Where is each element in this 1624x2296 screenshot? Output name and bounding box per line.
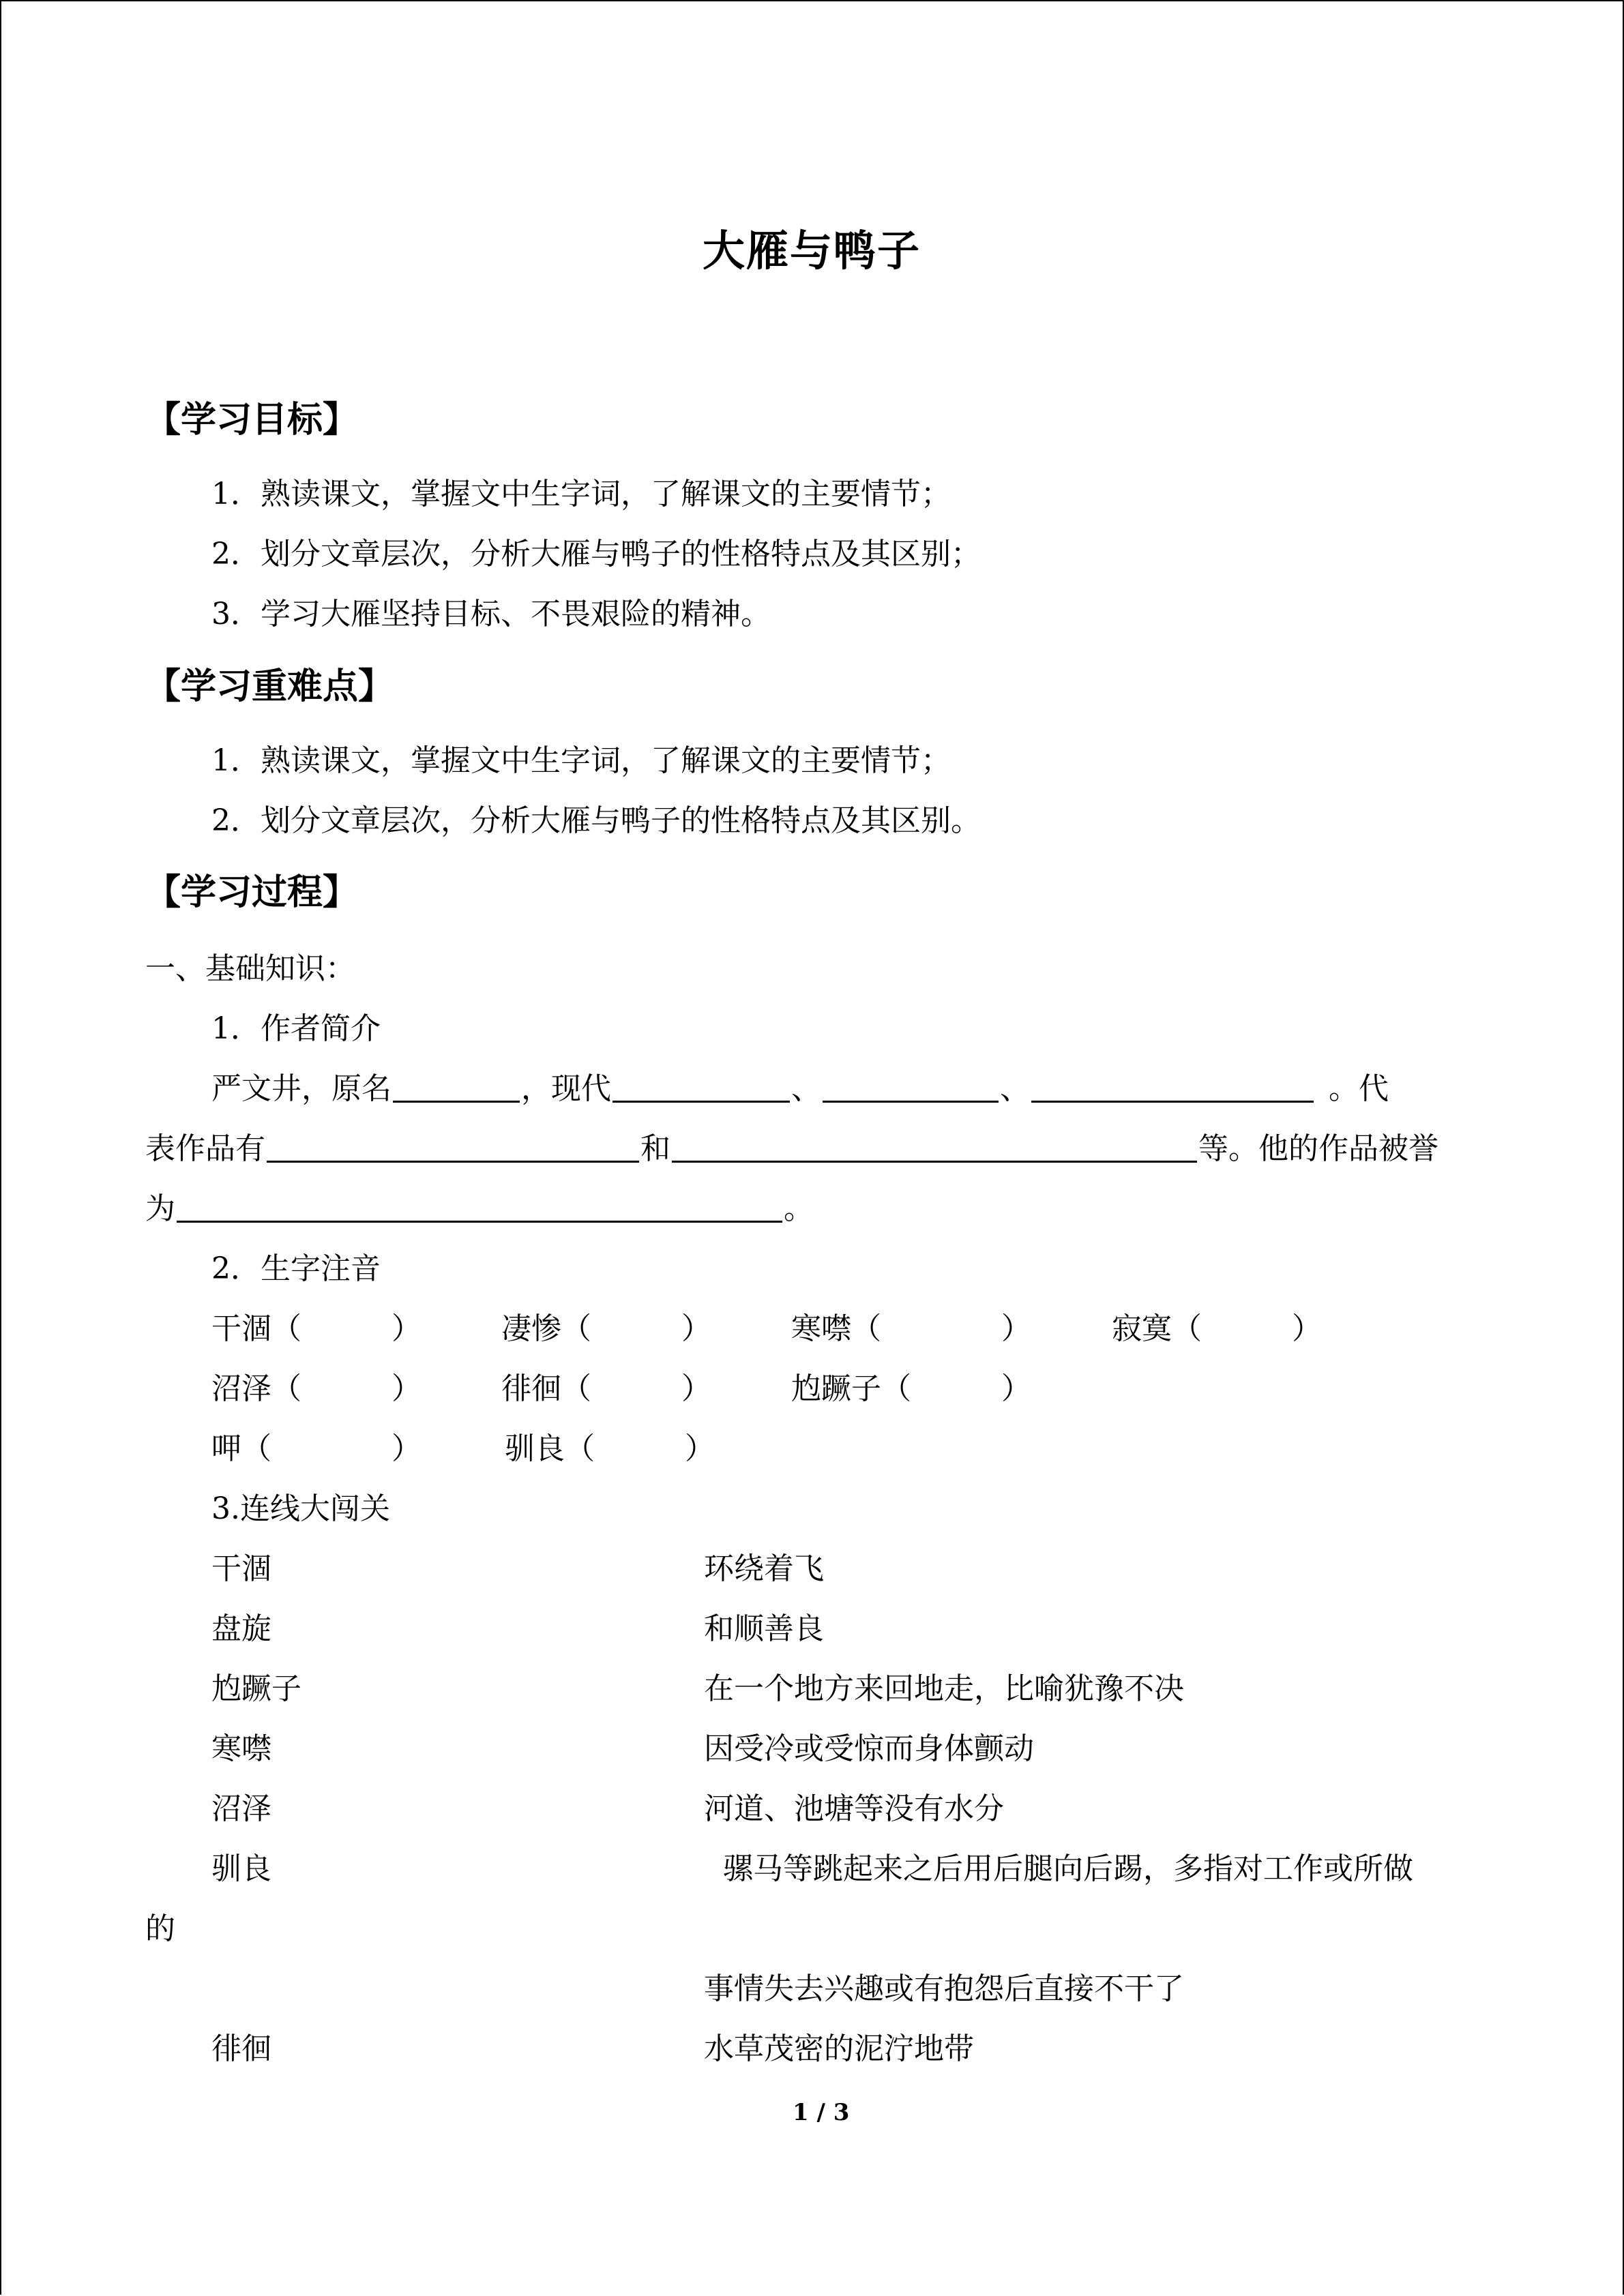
match-definition[interactable]: 环绕着飞 bbox=[704, 1551, 824, 1586]
goal-item: 3．学习大雁坚持目标、不畏艰险的精神。 bbox=[211, 597, 771, 631]
match-definition-wrap: 的 bbox=[145, 1911, 175, 1946]
author-text: 和 bbox=[640, 1131, 670, 1166]
works-blank-2[interactable] bbox=[672, 1131, 1197, 1163]
page-number: 1 / 3 bbox=[793, 2099, 850, 2126]
key-point-item: 2．划分文章层次，分析大雁与鸭子的性格特点及其区别。 bbox=[211, 803, 981, 838]
pinyin-item: 沼泽（ ） bbox=[211, 1371, 422, 1406]
goal-item: 2．划分文章层次，分析大雁与鸭子的性格特点及其区别； bbox=[211, 537, 981, 571]
match-term[interactable]: 驯良 bbox=[211, 1851, 271, 1886]
author-line-2 bbox=[145, 1131, 1438, 1167]
author-line-3 bbox=[145, 1191, 814, 1227]
pinyin-item: 寂寞（ ） bbox=[1112, 1311, 1322, 1346]
goals-heading: 【学习目标】 bbox=[145, 400, 359, 441]
key-points-heading: 【学习重难点】 bbox=[145, 666, 394, 707]
author-text: 表作品有 bbox=[145, 1131, 265, 1166]
pinyin-item: 干涸（ ） bbox=[211, 1311, 422, 1346]
author-text: 等。他的作品被誉 bbox=[1198, 1131, 1438, 1166]
pinyin-item: 呷（ ） bbox=[211, 1431, 422, 1466]
profession-blank-3[interactable] bbox=[1031, 1071, 1314, 1103]
goal-item: 1．熟读课文，掌握文中生字词，了解课文的主要情节； bbox=[211, 477, 951, 511]
author-text: 。 bbox=[784, 1191, 814, 1226]
match-definition[interactable]: 在一个地方来回地走，比喻犹豫不决 bbox=[704, 1671, 1184, 1706]
author-text: 严文井，原名 bbox=[211, 1071, 392, 1106]
match-term[interactable]: 徘徊 bbox=[211, 2031, 271, 2066]
pinyin-item: 凄惨（ ） bbox=[501, 1311, 711, 1346]
match-term[interactable]: 干涸 bbox=[211, 1551, 271, 1586]
author-text: 、 bbox=[791, 1071, 821, 1106]
match-term[interactable]: 盘旋 bbox=[211, 1611, 271, 1646]
profession-blank-1[interactable] bbox=[612, 1071, 790, 1103]
pinyin-item: 寒噤（ ） bbox=[791, 1311, 1031, 1346]
match-definition[interactable]: 事情失去兴趣或有抱怨后直接不干了 bbox=[704, 1971, 1184, 2006]
page-title: 大雁与鸭子 bbox=[703, 226, 921, 275]
match-definition[interactable]: 和顺善良 bbox=[704, 1611, 824, 1646]
pinyin-heading: 2．生字注音 bbox=[211, 1251, 381, 1286]
works-blank-1[interactable] bbox=[267, 1131, 639, 1163]
match-definition[interactable]: 骡马等跳起来之后用后腿向后踢，多指对工作或所做 bbox=[723, 1851, 1413, 1886]
match-definition[interactable]: 因受冷或受惊而身体颤动 bbox=[704, 1731, 1034, 1766]
original-name-blank[interactable] bbox=[393, 1071, 520, 1103]
pinyin-item: 尥蹶子（ ） bbox=[791, 1371, 1031, 1406]
author-line-1 bbox=[211, 1071, 1389, 1107]
match-term[interactable]: 寒噤 bbox=[211, 1731, 271, 1766]
author-text: ，现代 bbox=[521, 1071, 611, 1106]
author-text: 、 bbox=[1000, 1071, 1030, 1106]
matching-heading: 3.连线大闯关 bbox=[211, 1491, 390, 1526]
process-heading: 【学习过程】 bbox=[145, 872, 359, 913]
match-term[interactable]: 沼泽 bbox=[211, 1791, 271, 1826]
author-text: 为 bbox=[145, 1191, 175, 1226]
match-definition[interactable]: 水草茂密的泥泞地带 bbox=[704, 2031, 974, 2066]
profession-blank-2[interactable] bbox=[823, 1071, 999, 1103]
match-definition[interactable]: 河道、池塘等没有水分 bbox=[704, 1791, 1004, 1826]
author-heading: 1．作者简介 bbox=[211, 1011, 381, 1046]
author-text: 。代 bbox=[1329, 1071, 1389, 1106]
praise-blank[interactable] bbox=[177, 1191, 782, 1223]
pinyin-item: 驯良（ ） bbox=[505, 1431, 715, 1466]
key-point-item: 1．熟读课文，掌握文中生字词，了解课文的主要情节； bbox=[211, 743, 951, 778]
basics-heading: 一、基础知识： bbox=[145, 951, 355, 986]
match-term[interactable]: 尥蹶子 bbox=[211, 1671, 301, 1706]
pinyin-item: 徘徊（ ） bbox=[501, 1371, 711, 1406]
